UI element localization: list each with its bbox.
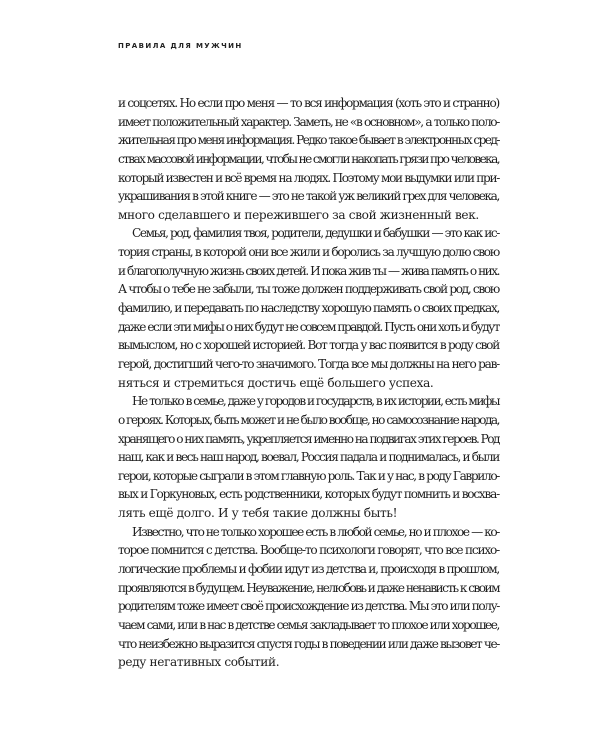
text-line: торое помнится с детства. Вообще-то психологи говорят, что все психо- — [118, 543, 499, 558]
text-line: фамилию, и передавать по наследству хорошую память о своих предках, — [118, 301, 499, 316]
text-line: няться и стремиться достичь ещё большего успеха. — [118, 375, 434, 390]
text-line: вымыслом, но с хорошей историей. Вот тогда у вас появится в роду свой — [118, 338, 499, 353]
text-line: логические проблемы и фобии идут из детства и, происходя в прошлом, — [118, 562, 499, 577]
text-line: и соцсетях. Но если про меня — то вся информация (хоть это и странно) — [118, 96, 499, 110]
text-line: который известен и всё время на людях. Поэтому мои выдумки или при- — [118, 170, 499, 185]
text-line: даже если эти мифы о них будут не совсем правдой. Пусть они хоть и будут — [118, 319, 499, 334]
paragraph-4 — [118, 523, 499, 672]
text-line: Известно, что не только хорошее есть в любой семье, но и плохое — ко- — [132, 524, 499, 539]
paragraph-1 — [118, 94, 499, 224]
text-line: А чтобы о тебе не забыли, ты тоже должен поддерживать свой род, свою — [118, 282, 499, 297]
text-line: вых и Горкуновых, есть родственники, которых будут помнить и восхва- — [118, 487, 499, 502]
text-line: Не только в семье, даже у городов и государств, в их истории, есть мифы — [132, 394, 499, 409]
text-line: что неизбежно выразится спустя годы в поведении или даже вызовет че- — [118, 636, 499, 651]
running-head: ПРАВИЛА ДЛЯ МУЖЧИН — [118, 42, 243, 50]
text-line: чаем сами, или в нас в детстве семья закладывает то плохое или хорошее, — [118, 617, 499, 632]
text-line: много сделавшего и пережившего за свой жизненный век. — [118, 207, 479, 222]
text-line: родителям тоже имеет своё происхождение из детства. Мы это или полу- — [118, 599, 499, 614]
text-line: украшивания в этой книге — это не такой уж великий грех для человека, — [118, 189, 499, 204]
text-line: хранящего о них память, укрепляется именно на подвигах этих героев. Род — [118, 431, 499, 446]
text-line: жительная про меня информация. Редко такое бывает в электронных сред- — [118, 133, 499, 148]
text-line: имеет положительный характер. Заметь, не «в основном», а только поло- — [118, 114, 499, 129]
text-line: Семья, род, фамилия твоя, родители, дедушки и бабушки — это как ис- — [132, 226, 499, 241]
text-line: наш, как и весь наш народ, воевал, Россия падала и поднималась, и были — [118, 450, 499, 465]
text-line: герои, которые сыграли в этом главную роль. Так и у нас, в роду Гаврило- — [118, 468, 499, 483]
text-line: ствах массовой информации, чтобы не смогли накопать грязи про человека, — [118, 151, 499, 166]
paragraph-3 — [118, 392, 499, 522]
text-line: проявляются в будущем. Неуважение, нелюбовь и даже ненависть к своим — [118, 580, 499, 595]
text-line: герой, достигший чего-то значимого. Тогда все мы должны на него рав- — [118, 356, 499, 371]
paragraph-2 — [118, 224, 499, 392]
text-line: о героях. Которых, быть может и не было вообще, но самосознание народа, — [118, 412, 499, 427]
text-line: и благополучную жизнь своих детей. И пока жив ты — жива память о них. — [118, 263, 499, 278]
text-line: тория страны, в которой они все жили и боролись за лучшую долю свою — [118, 245, 499, 260]
text-line: реду негативных событий. — [118, 655, 280, 670]
text-line: лять ещё долго. И у тебя такие должны быть! — [118, 506, 398, 521]
body-text — [118, 94, 499, 672]
